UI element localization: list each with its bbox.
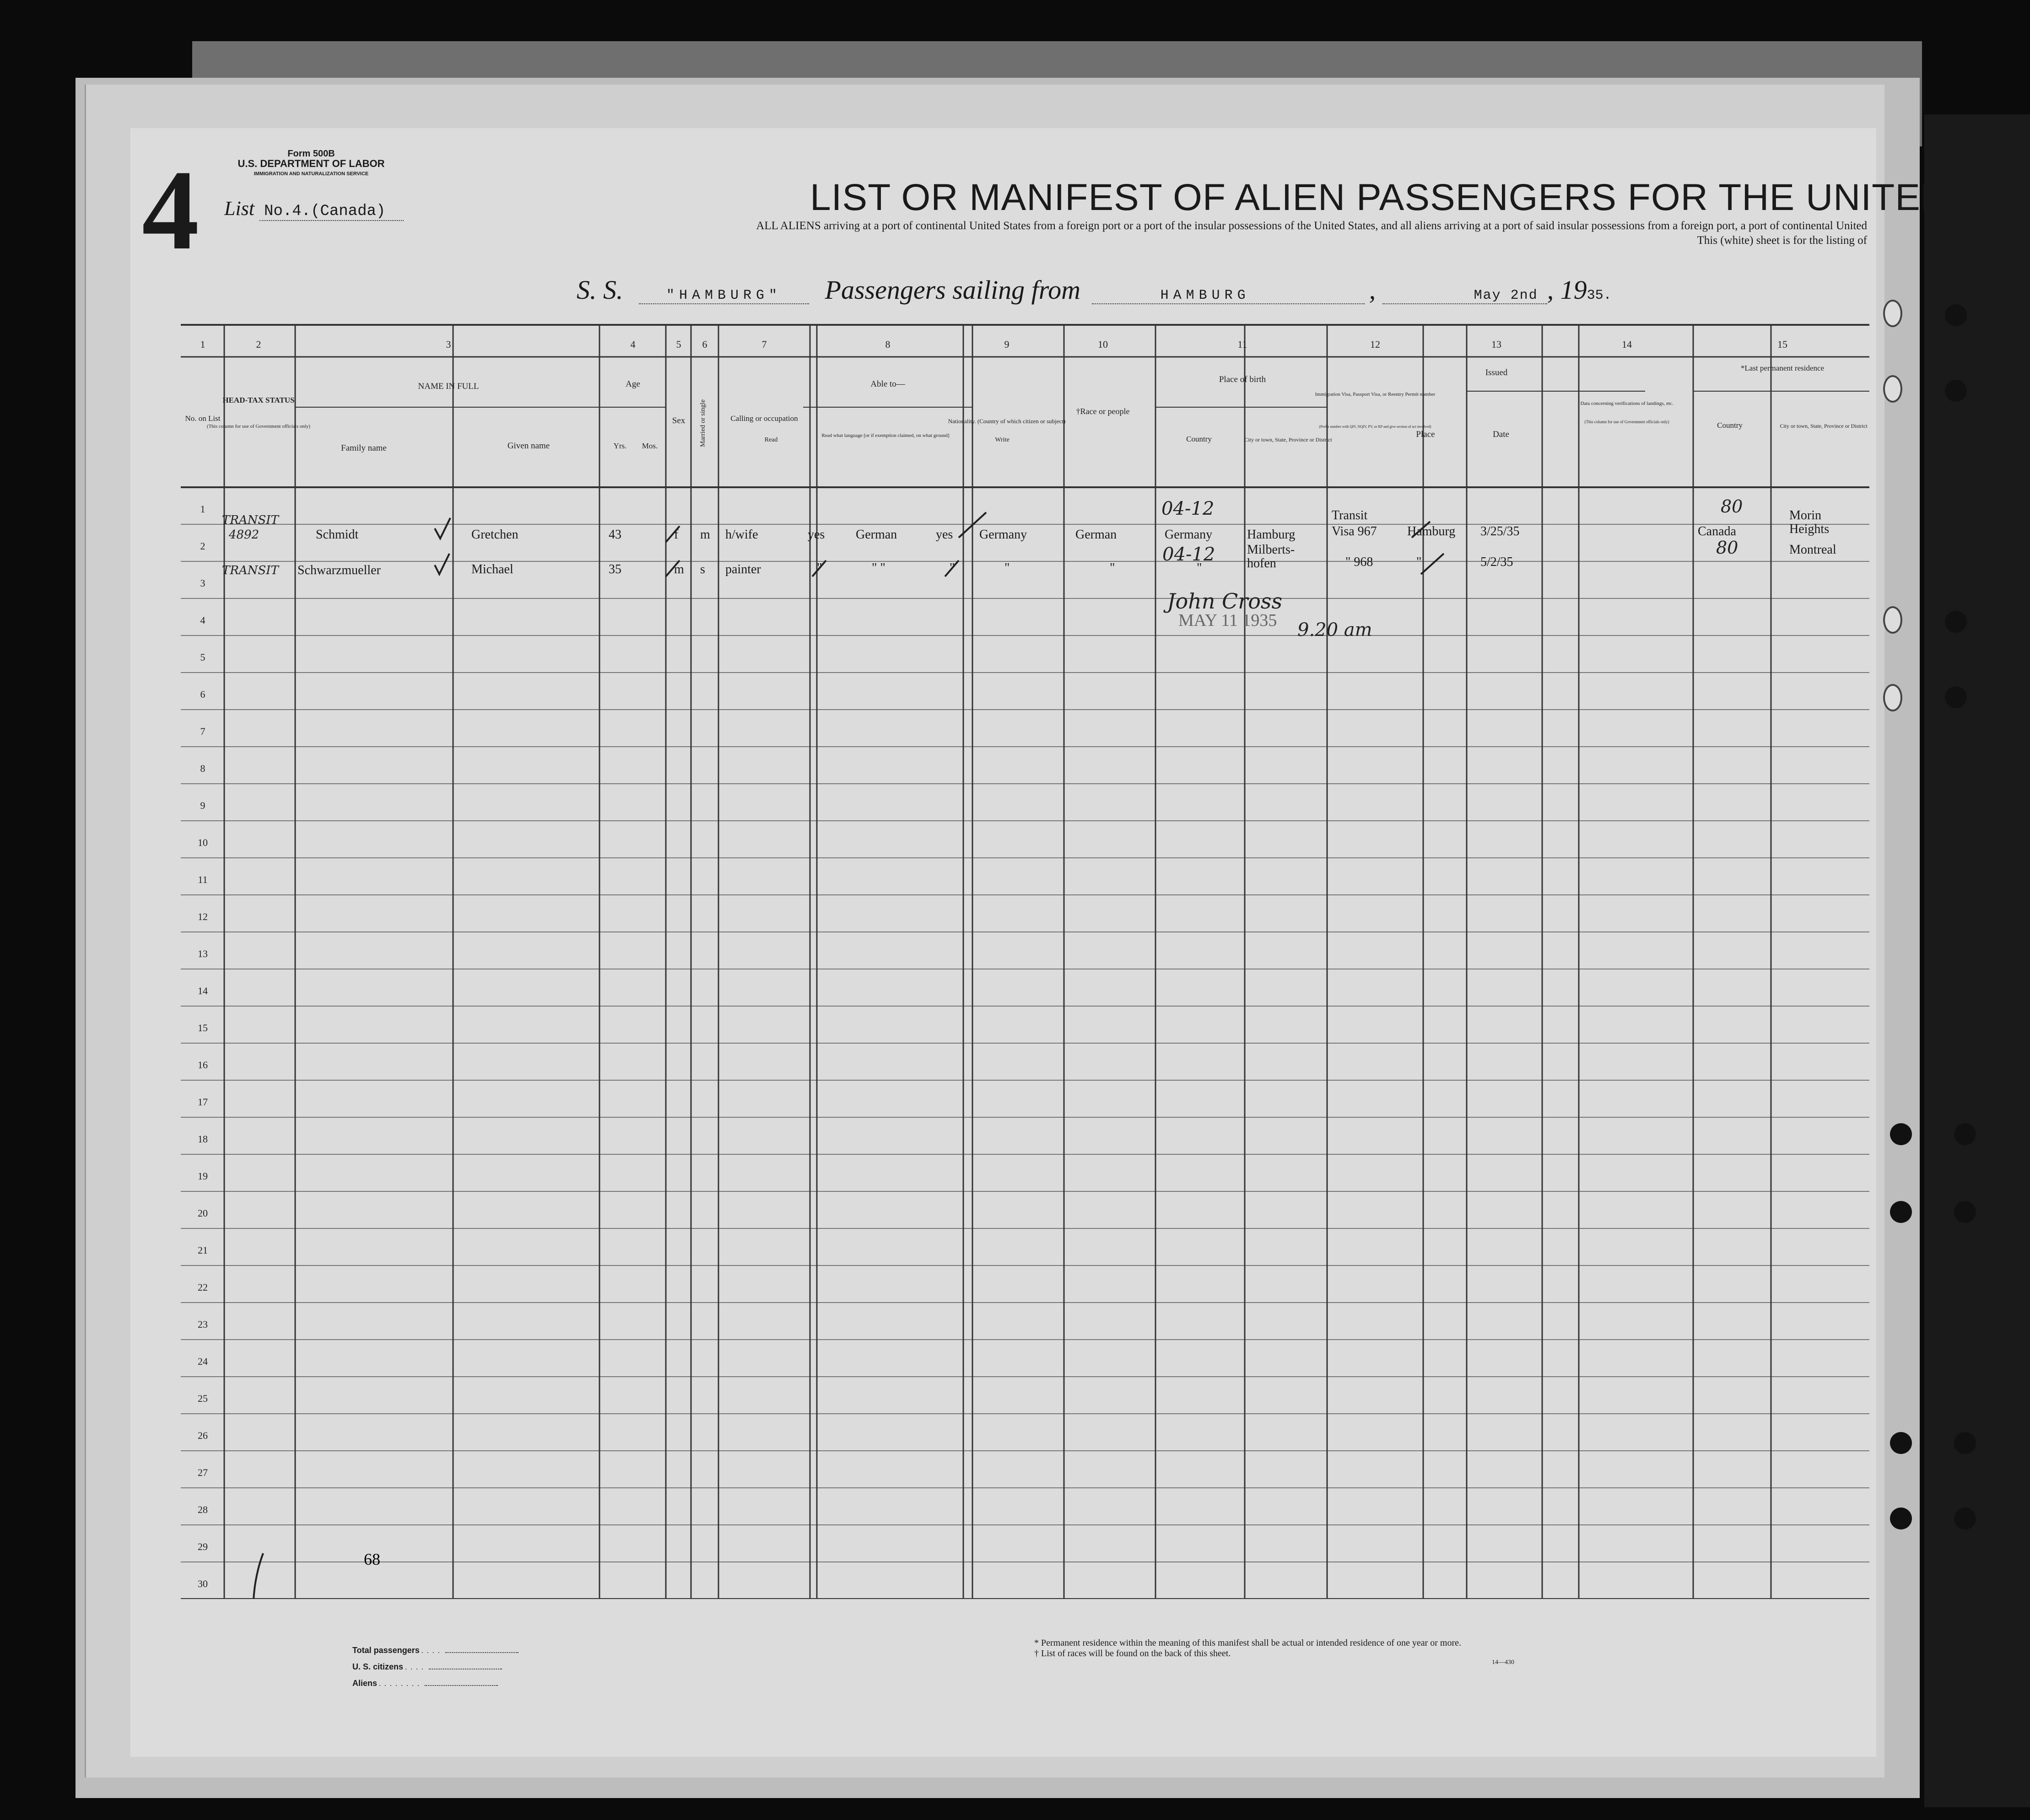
hdr-read: Read xyxy=(764,436,778,443)
col-num-2: 2 xyxy=(256,339,261,350)
col-num-13: 13 xyxy=(1491,339,1501,350)
service-name: IMMIGRATION AND NATURALIZATION SERVICE xyxy=(254,171,369,177)
binder-hole xyxy=(1883,606,1902,634)
col-num-5: 5 xyxy=(676,339,681,350)
binder-hole xyxy=(1954,1508,1976,1529)
binder-hole xyxy=(1945,611,1967,633)
list-value: No.4.(Canada) xyxy=(259,203,404,221)
p1-birth-code: 04-12 xyxy=(1161,498,1215,519)
row-number: 19 xyxy=(198,1170,208,1182)
p1-res-city-line2: Heights xyxy=(1789,522,1830,536)
signature: John Cross xyxy=(1167,589,1283,614)
p1-res-code: 80 xyxy=(1721,496,1743,517)
col-num-3: 3 xyxy=(446,339,451,350)
p2-birth-city-line2: hofen xyxy=(1247,556,1276,571)
row-number: 24 xyxy=(198,1356,208,1367)
ss-label: S. S. xyxy=(577,275,623,305)
col-num-8: 8 xyxy=(885,339,891,350)
hdr-head-tax: HEAD-TAX STATUS xyxy=(222,396,295,404)
row-number: 13 xyxy=(198,948,208,959)
subtitle-line-2: This (white) sheet is for the listing of xyxy=(1697,234,1867,247)
footnote-2: † List of races will be found on the back of this sheet. xyxy=(1034,1648,1231,1658)
p2-visa: " 968 xyxy=(1345,555,1373,569)
row-number: 4 xyxy=(200,614,205,626)
row-number: 26 xyxy=(198,1430,208,1441)
col-num-9: 9 xyxy=(1004,339,1010,350)
row-number: 21 xyxy=(198,1244,208,1256)
p2-family-name: Schwarzmueller xyxy=(297,563,381,577)
p1-head-tax: TRANSIT xyxy=(222,513,279,527)
row-number: 22 xyxy=(198,1282,208,1293)
row-number: 17 xyxy=(198,1096,208,1108)
margin-bracket xyxy=(254,1553,268,1599)
hdr-given-name: Given name xyxy=(507,441,550,451)
binder-hole xyxy=(1945,380,1967,402)
hdr-verifications: Data concerning verifications of landings, etc. xyxy=(1580,401,1674,406)
hdr-birth-city: City or town, State, Province or District xyxy=(1244,436,1332,443)
hdr-calling: Calling or occupation xyxy=(730,414,798,423)
p1-res-country: Canada xyxy=(1698,524,1736,538)
p2-visa-slash xyxy=(1421,554,1444,574)
form-number: Form 500B xyxy=(287,149,335,159)
subtitle-line-1: ALL ALIENS arriving at a port of continental United States from a foreign port or a port of the insular possessions of the United States, and all aliens arriving at a port of said insular possessions from a foreign port, a port of continental United xyxy=(756,220,1867,232)
hdr-head-tax-note: (This column for use of Government officials only) xyxy=(206,424,311,429)
hdr-married: Married or single xyxy=(699,399,707,447)
col-num-7: 7 xyxy=(761,339,767,350)
hdr-issued-place: Place xyxy=(1416,430,1435,439)
hdr-last-residence: *Last permanent residence xyxy=(1740,364,1825,372)
subtitle xyxy=(476,219,1867,248)
hdr-issued-date: Date xyxy=(1493,430,1509,439)
hdr-visa: Immigration Visa, Passport Visa, or Reentry Permit number xyxy=(1315,392,1436,397)
binder-hole xyxy=(1954,1123,1976,1145)
binder-hole xyxy=(1890,1201,1912,1223)
col-num-6: 6 xyxy=(702,339,707,350)
row-number: 12 xyxy=(198,911,208,922)
sheet-number: 4 xyxy=(142,147,199,274)
row-number: 30 xyxy=(198,1578,208,1589)
row-number: 28 xyxy=(198,1504,208,1515)
row-number: 1 xyxy=(200,503,205,515)
binder-hole xyxy=(1883,300,1902,327)
stamp-time: 9.20 am xyxy=(1297,619,1372,641)
hdr-race: †Race or people xyxy=(1076,407,1130,416)
p1-race: German xyxy=(1075,528,1117,542)
year-prefix: 19 xyxy=(1560,275,1587,305)
list-label: List xyxy=(224,197,255,220)
p1-sex: f xyxy=(674,528,679,542)
p1-visa-line2: Visa 967 xyxy=(1332,524,1377,538)
p2-read: " xyxy=(817,561,822,575)
p1-birth-city: Hamburg xyxy=(1247,528,1296,542)
p2-given-name: Michael xyxy=(471,562,513,576)
binder-hole xyxy=(1890,1432,1912,1454)
p2-occupation: painter xyxy=(725,562,761,576)
hdr-read-lang: Read what language [or if exemption claimed, on what ground] xyxy=(821,433,950,438)
binding-strip xyxy=(1924,114,2030,1807)
hdr-age: Age xyxy=(626,379,640,389)
hdr-name-in-full: NAME IN FULL xyxy=(418,382,479,391)
p2-issue-date: 5/2/35 xyxy=(1480,555,1513,569)
row-number: 3 xyxy=(200,577,205,589)
binder-hole xyxy=(1883,684,1902,711)
hdr-nationality: Nationality. (Country of which citizen or subject) xyxy=(948,418,1066,425)
row-number: 18 xyxy=(198,1133,208,1145)
p1-nationality: Germany xyxy=(979,528,1027,542)
p2-birth-city-line1: Milberts- xyxy=(1247,543,1295,557)
hdr-res-city: City or town, State, Province or District xyxy=(1780,423,1868,429)
p1-birth-country: Germany xyxy=(1165,528,1213,542)
p2-res-city: Montreal xyxy=(1789,543,1836,557)
form-header xyxy=(222,149,400,179)
p1-checkmark xyxy=(435,518,450,538)
footnote-1: * Permanent residence within the meaning of this manifest shall be actual or intended residence of one year or more. xyxy=(1034,1638,1462,1648)
p2-issue-place: " xyxy=(1416,555,1422,569)
row-number: 29 xyxy=(198,1541,208,1552)
binder-hole xyxy=(1883,375,1902,403)
p2-checkmark xyxy=(435,554,449,574)
ship-name: "HAMBURG" xyxy=(639,288,809,304)
hdr-verifications-note: (This column for use of Government officials only) xyxy=(1584,420,1669,424)
hdr-place-of-birth: Place of birth xyxy=(1219,375,1266,384)
p1-read: yes xyxy=(808,528,825,542)
p1-head-tax-num: 4892 xyxy=(229,528,259,542)
hdr-able-to: Able to— xyxy=(870,379,905,389)
hdr-mos: Mos. xyxy=(642,442,658,450)
hdr-birth-country: Country xyxy=(1186,435,1212,443)
p2-language: " " xyxy=(872,561,885,575)
col-num-11: 11 xyxy=(1237,339,1247,350)
p1-age-years: 43 xyxy=(609,528,621,542)
page-count: 68 xyxy=(364,1550,380,1568)
year-suffix: 35. xyxy=(1587,288,1612,303)
p2-race: " xyxy=(1110,561,1115,575)
row-number: 9 xyxy=(200,800,205,811)
row-number: 2 xyxy=(200,540,205,552)
col-num-1: 1 xyxy=(200,339,205,350)
binder-hole xyxy=(1890,1508,1912,1529)
p1-marital: m xyxy=(700,528,710,542)
col-num-12: 12 xyxy=(1370,339,1380,350)
department-name: U.S. DEPARTMENT OF LABOR xyxy=(238,158,385,169)
binder-hole xyxy=(1945,304,1967,326)
hdr-sex: Sex xyxy=(672,416,686,425)
p1-issue-date: 3/25/35 xyxy=(1480,524,1520,538)
row-number: 6 xyxy=(200,689,205,700)
ship-line: S. S. "HAMBURG" Passengers sailing from HAMBURG , May 2nd , 1935. xyxy=(577,275,1612,305)
sailing-label: Passengers sailing from xyxy=(825,275,1081,305)
hdr-yrs: Yrs. xyxy=(613,442,627,450)
hdr-issued: Issued xyxy=(1485,368,1508,377)
p2-sex: m xyxy=(674,562,684,576)
hdr-visa-note: (Prefix number with QIV, NQIV, PV, or RP and give section of act involved) xyxy=(1319,425,1431,429)
row-number: 27 xyxy=(198,1467,208,1478)
aliens-label: Aliens xyxy=(352,1679,378,1688)
row-number: 14 xyxy=(198,985,208,996)
hdr-write: Write xyxy=(995,436,1010,443)
col-num-10: 10 xyxy=(1098,339,1108,350)
p1-visa-line1: Transit xyxy=(1332,508,1368,522)
p1-family-name: Schmidt xyxy=(316,528,359,542)
p1-occupation: h/wife xyxy=(725,528,758,542)
row-number: 23 xyxy=(198,1319,208,1330)
col-num-4: 4 xyxy=(630,339,636,350)
hdr-res-country: Country xyxy=(1717,421,1743,430)
p2-birth-country: " xyxy=(1197,561,1202,575)
p2-res-code: 80 xyxy=(1716,538,1738,558)
p1-language: German xyxy=(856,528,897,542)
footnotes xyxy=(1034,1638,1583,1666)
row-number: 8 xyxy=(200,763,205,774)
page-title: LIST OR MANIFEST OF ALIEN PASSENGERS FOR THE UNITED xyxy=(810,177,1949,218)
row-number: 16 xyxy=(198,1059,208,1071)
hdr-family-name: Family name xyxy=(341,443,387,453)
row-number: 25 xyxy=(198,1393,208,1404)
col-num-14: 14 xyxy=(1622,339,1632,350)
us-citizens-label: U. S. citizens xyxy=(352,1662,404,1671)
col-num-15: 15 xyxy=(1777,339,1787,350)
list-line xyxy=(224,197,404,220)
total-passengers-label: Total passengers xyxy=(352,1646,420,1655)
p2-write: " xyxy=(950,561,955,575)
p2-marital: s xyxy=(700,562,705,576)
date-stamp: MAY 11 1935 xyxy=(1178,611,1277,630)
totals-block: Total passengers .... U. S. citizens .... Aliens ........ xyxy=(352,1642,518,1692)
binder-hole xyxy=(1954,1201,1976,1223)
binder-hole xyxy=(1890,1123,1912,1145)
p2-nationality: " xyxy=(1004,561,1010,575)
p1-res-city-line1: Morin xyxy=(1789,508,1821,522)
row-number: 20 xyxy=(198,1207,208,1219)
row-number: 7 xyxy=(200,726,205,737)
p2-head-tax: TRANSIT xyxy=(222,564,279,577)
hdr-no-on-list: No. on List xyxy=(185,414,221,423)
p2-birth-code: 04-12 xyxy=(1162,544,1215,565)
sailing-port: HAMBURG xyxy=(1092,288,1365,304)
p1-issue-place: Hamburg xyxy=(1407,524,1456,538)
p2-age-years: 35 xyxy=(609,562,621,576)
row-number: 10 xyxy=(198,837,208,848)
binder-hole xyxy=(1954,1432,1976,1454)
row-number: 11 xyxy=(198,874,208,885)
binder-hole xyxy=(1945,686,1967,708)
p1-given-name: Gretchen xyxy=(471,528,518,542)
form-code: 14—430 xyxy=(1492,1659,1514,1666)
row-number: 15 xyxy=(198,1022,208,1034)
sailing-date: May 2nd xyxy=(1382,288,1547,304)
row-number: 5 xyxy=(200,652,205,663)
p1-write: yes xyxy=(936,528,953,542)
manifest-table xyxy=(181,304,1869,1599)
